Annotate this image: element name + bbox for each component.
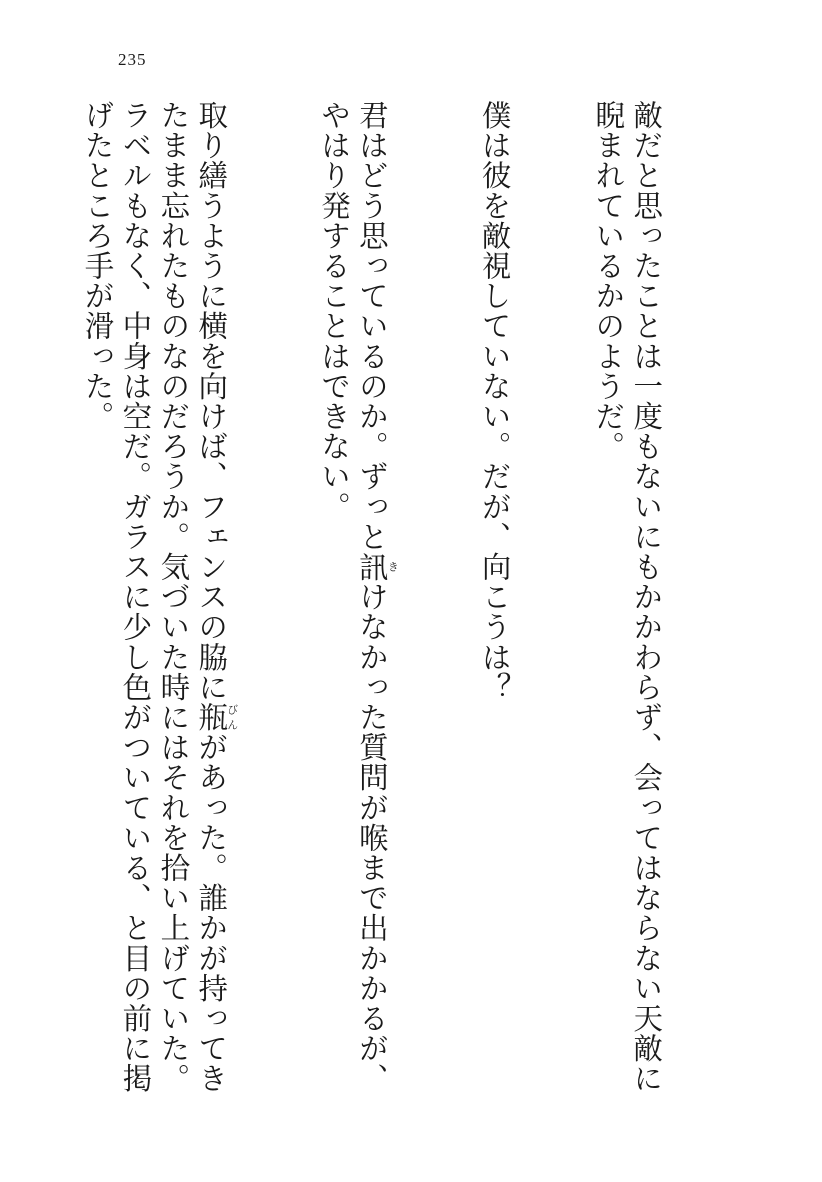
furigana-reading: びん <box>225 702 239 733</box>
furigana-ruby: 訊き <box>354 551 400 582</box>
page-number: 235 <box>118 50 147 69</box>
paragraph-5 <box>0 100 2 1100</box>
paragraph-4: 取り繕うように横を向けば、フェンスの脇に瓶びんがあった。誰かが持ってきたまま忘れたものなのだろうか。気づいた時にはそれを拾い上げていた。ラベルもなく、中身は空だ。ガラスに少し色がついている、と目の前に掲げたところ手が滑った。 <box>80 100 239 1094</box>
furigana-reading: き <box>386 551 400 582</box>
paragraph-3: 君はどう思っているのか。ずっと訊きけなかった質問が喉まで出かかるが、やはり発することはできない。 <box>316 100 400 1094</box>
paragraph-2: 僕は彼を敵視していない。だが、向こうは？ <box>477 100 512 702</box>
novel-text-body <box>80 100 740 1100</box>
paragraph-1: 敵だと思ったことは一度もないにもかかわらず、会ってはならない天敵に睨まれているかのようだ。 <box>591 100 664 1094</box>
furigana-ruby: 瓶びん <box>194 702 239 733</box>
